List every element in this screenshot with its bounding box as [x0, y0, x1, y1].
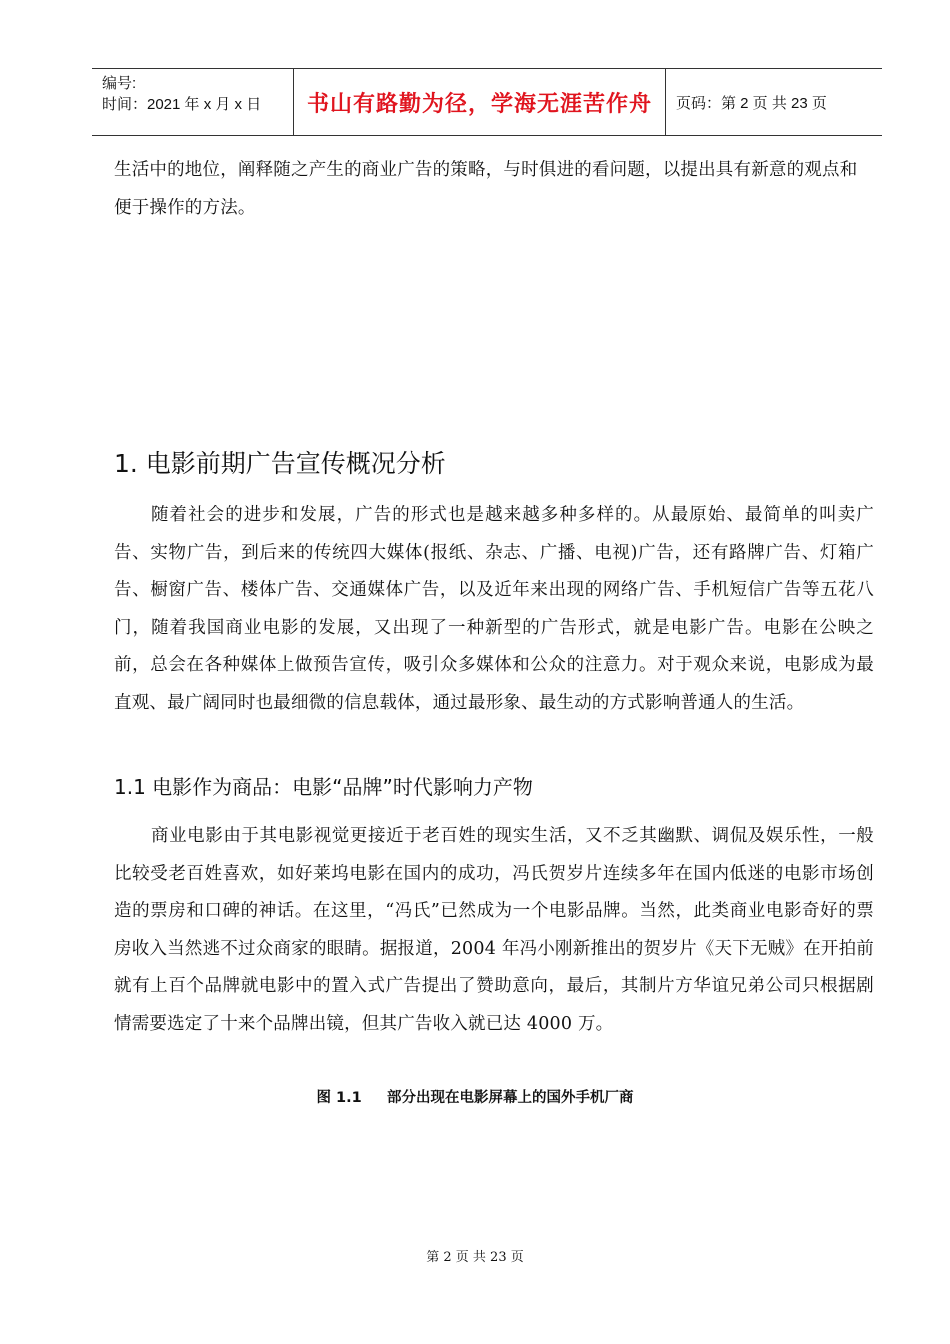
page-footer: 第 2 页 共 23 页 — [426, 1250, 524, 1265]
doc-time-label: 时间：2021 年 x 月 x 日 — [102, 96, 262, 113]
header-page-number: 页码：第 2 页 共 23 页 — [676, 94, 827, 112]
figure-caption: 图 1.1 部分出现在电影屏幕上的国外手机厂商 — [316, 1090, 634, 1106]
doc-number-label: 编号: — [102, 75, 137, 92]
section-1-1-heading: 1.1 电影作为商品：电影“品牌”时代影响力产物 — [114, 775, 533, 799]
header-meta — [92, 69, 293, 135]
intro-paragraph: 生活中的地位，阐释随之产生的商业广告的策略，与时俱进的看问题，以提出具有新意的观点和便于操作的方法。 — [114, 160, 858, 218]
header-motto: 书山有路勤为径，学海无涯苦作舟 — [293, 69, 666, 135]
page-header — [92, 68, 882, 136]
section-1-paragraph: 随着社会的进步和发展，广告的形式也是越来越多种多样的。从最原始、最简单的叫卖广告、实物广告，到后来的传统四大媒体(报纸、杂志、广播、电视)广告，还有路牌广告、灯箱广告、橱窗广告、楼体广告、交通媒体广告，以及近年来出现的网络广告、手机短信广告等五花八门，随着我国商业电影的发展，又出现了一种新型的广告形式，就是电影广告。电影在公映之前，总会在各种媒体上做预告宣传，吸引众多媒体和公众的注意力。对于观众来说，电影成为最直观、最广阔同时也最细微的信息载体，通过最形象、最生动的方式影响普通人的生活。 — [114, 505, 874, 713]
section-1-heading: 1. 电影前期广告宣传概况分析 — [114, 449, 446, 478]
section-1-1-paragraph: 商业电影由于其电影视觉更接近于老百姓的现实生活，又不乏其幽默、调侃及娱乐性，一般比较受老百姓喜欢，如好莱坞电影在国内的成功，冯氏贺岁片连续多年在国内低迷的电影市场创造的票房和口碑的神话。在这里，“冯氏”已然成为一个电影品牌。当然，此类商业电影奇好的票房收入当然逃不过众商家的眼睛。据报道，2004 年冯小刚新推出的贺岁片《天下无贼》在开拍前就有上百个品牌就电影中的置入式广告提出了赞助意向，最后，其制片方华谊兄弟公司只根据剧情需要选定了十来个品牌出镜，但其广告收入就已达 4000 万。 — [114, 826, 874, 1034]
